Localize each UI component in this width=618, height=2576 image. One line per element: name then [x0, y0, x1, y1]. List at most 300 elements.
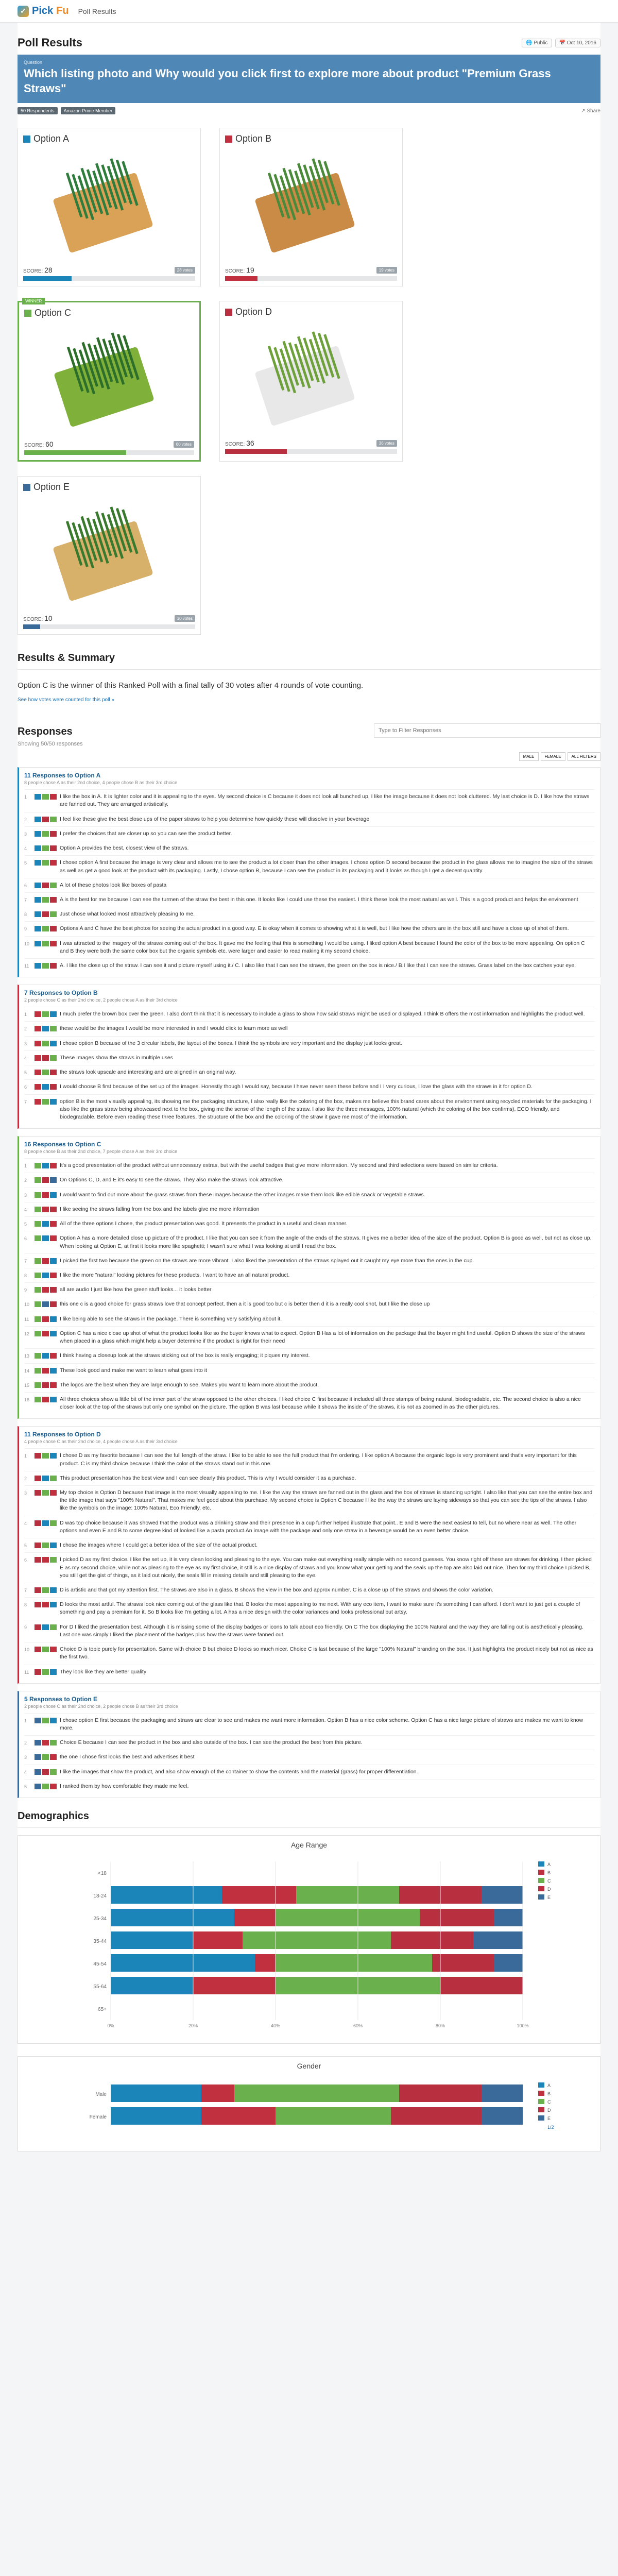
rank-swatches	[35, 1717, 57, 1732]
rank-swatch	[50, 1624, 57, 1630]
bar-segment-a	[111, 2107, 201, 2125]
rank-swatch	[35, 1099, 41, 1105]
rank-swatch	[50, 1382, 57, 1388]
rank-swatch	[42, 1055, 49, 1061]
response-groups	[18, 767, 600, 1798]
response-row	[24, 1202, 595, 1216]
option-label: Option C	[35, 308, 72, 318]
votes-pill: 28 votes	[175, 267, 195, 274]
response-row	[24, 907, 595, 921]
score-bar-fill	[225, 276, 258, 281]
legend-label: B	[547, 2091, 551, 2097]
rank-swatch	[35, 1273, 41, 1278]
option-card-b[interactable]	[219, 128, 403, 286]
rank-swatch	[50, 845, 57, 851]
response-number: 7	[24, 897, 27, 903]
response-number: 6	[24, 1084, 27, 1090]
rank-swatch	[50, 1587, 57, 1593]
option-image[interactable]	[23, 497, 195, 609]
rank-swatch	[42, 911, 49, 917]
rank-swatch	[50, 817, 57, 822]
response-number: 6	[24, 883, 27, 888]
bar-segment-b	[255, 1954, 276, 1972]
response-number: 4	[24, 846, 27, 852]
legend-label: D	[547, 1887, 551, 1892]
rank-swatches	[35, 1272, 57, 1279]
bar-segment-a	[111, 1886, 222, 1904]
rank-swatch	[35, 794, 41, 800]
rank-swatch	[42, 860, 49, 866]
response-row	[24, 936, 595, 958]
response-row	[24, 1021, 595, 1036]
score-value: 10	[44, 614, 53, 623]
rank-swatches	[35, 844, 57, 852]
rank-swatches	[35, 1330, 57, 1345]
category-label: 25-34	[93, 1916, 107, 1922]
response-text: D looks the most artful. The straws look nice coming out of the glass like that. B looks the most appealing to me next. With any eco item, I want to make sure it's something I can afford. I don't want to just get a couple of something and pay a premium for it. So B looks like I'm getting a lot. A has a nice design with the color variances and looks professional but artsy.	[60, 1601, 580, 1616]
rank-swatches	[35, 816, 57, 823]
rank-swatch	[35, 1316, 41, 1322]
bar-segment-d	[432, 1954, 494, 1972]
age-chart-title: Age Range	[290, 1841, 328, 1850]
response-text: Choice E because I can see the product in the box and also outside of the box. I can see the product the best from this picture.	[60, 1739, 363, 1746]
response-number: 7	[24, 1099, 27, 1105]
rank-swatch	[50, 1740, 57, 1745]
response-text: I like the images that show the product, and also show enough of the container to show the contents and the material (grass) for proper differentiation.	[60, 1768, 418, 1775]
response-group-a	[18, 767, 600, 977]
question-text: Which listing photo and Why would you click first to explore more about product "Premium Grass Straws"	[24, 67, 551, 95]
legend-swatch	[538, 1870, 544, 1875]
response-text: I would choose B first because of the set up of the images. Honestly though I would say, because I have never seen these before and I I very curious, I love the glass with the straws in it for option D.	[60, 1083, 533, 1090]
top-navbar	[0, 0, 618, 23]
winner-flag: WINNER	[22, 298, 45, 304]
response-number: 4	[24, 1769, 27, 1775]
response-row	[24, 1471, 595, 1485]
response-text: Option A provides the best, closest view of the straws.	[60, 845, 189, 852]
option-image[interactable]	[23, 148, 195, 261]
rank-swatches	[35, 1286, 57, 1294]
rank-swatch	[35, 860, 41, 866]
privacy-chip: 🌐 Public	[522, 39, 552, 47]
score-bar-fill	[23, 276, 72, 281]
response-text: I chose option A first because the image is very clear and allows me to see the product a lot closer than the other images. I chose option D second because the product in the glass allows me to imagine the size of the straws as well as get a good look at the product with its packaging. Lastly, I chose option B, because I can see the product in its packaging and it looks as though I get a decent quantity.	[60, 859, 593, 874]
response-row	[24, 1158, 595, 1173]
response-text: I like the box in A. It is lighter color and it is appealing to the eyes. My second choice is C because it does not look all bunched up, I like the image because it does not look cluttered. My last choice is D. I like how the straws are fanned out. They are arranged artistically.	[60, 793, 590, 808]
option-color-swatch	[24, 310, 31, 317]
response-number: 6	[24, 1236, 27, 1242]
response-text: Option A has a more detailed close up picture of the product. I like that you can see it from the angle of the ends of the straws. It gives me a better idea of the size of the product. Option B is good as well, but not as close up. When looking at Option E, at first it looks more like spaghetti; I wasn't sure what I was looking at until I read the box.	[60, 1235, 592, 1249]
response-row	[24, 1750, 595, 1764]
score-value: 60	[45, 440, 54, 449]
bar-segment-c	[234, 2084, 399, 2102]
response-row	[24, 1231, 595, 1253]
rank-swatch	[42, 1587, 49, 1593]
rank-swatch	[35, 1258, 41, 1264]
category-label: <18	[98, 1871, 107, 1877]
rank-swatches	[35, 1556, 57, 1580]
response-row	[24, 1642, 595, 1664]
rank-swatches	[35, 1519, 57, 1535]
rank-swatch	[50, 1368, 57, 1374]
rank-swatches	[35, 1646, 57, 1661]
rank-swatch	[50, 1476, 57, 1481]
bar-segment-d	[440, 1977, 523, 1994]
response-row	[24, 1538, 595, 1552]
rank-swatches	[35, 1220, 57, 1228]
group-subtitle: 8 people chose B as their 2nd choice, 7 people chose A as their 3rd choice	[24, 1149, 178, 1155]
response-filter-input[interactable]	[374, 723, 600, 738]
response-text: I chose option B because of the 3 circular labels, the layout of the boxes. I think the symbols are very important and the display just looks great.	[60, 1040, 402, 1046]
rank-swatch	[42, 1718, 49, 1723]
rank-swatch	[50, 1397, 57, 1402]
legend-swatch	[538, 1886, 544, 1891]
rank-swatch	[35, 1669, 41, 1675]
legend-label: A	[547, 1862, 551, 1868]
group-title: 11 Responses to Option D	[24, 1431, 101, 1438]
response-text: all are audio I just like how the green stuff looks... it looks better	[60, 1286, 212, 1293]
bar-segment-b	[201, 2084, 234, 2102]
rank-swatch	[42, 1669, 49, 1675]
rank-swatch	[35, 1221, 41, 1227]
rank-swatch	[42, 1177, 49, 1183]
x-tick-label: 60%	[353, 2023, 363, 2029]
gender-chart	[18, 2056, 600, 2151]
option-color-swatch	[225, 135, 232, 143]
rank-swatch	[35, 1207, 41, 1212]
response-row	[24, 1348, 595, 1363]
rank-swatch	[35, 1647, 41, 1652]
female-filter-button[interactable]: FEMALE	[541, 752, 565, 761]
rank-swatches	[35, 1601, 57, 1616]
response-number: 13	[24, 1353, 30, 1359]
response-group-b	[18, 985, 600, 1129]
response-text: I think having a closeup look at the straws sticking out of the box is really engaging; it piques my interest.	[60, 1352, 310, 1359]
male-filter-button[interactable]: MALE	[519, 752, 539, 761]
group-title: 11 Responses to Option A	[24, 772, 101, 779]
rank-swatch	[42, 1011, 49, 1017]
rank-swatch	[50, 1070, 57, 1075]
rank-swatch	[35, 1368, 41, 1374]
option-image[interactable]	[24, 323, 194, 435]
x-tick-label: 80%	[435, 2023, 445, 2029]
bar-segment-c	[276, 2107, 391, 2125]
response-number: 4	[24, 1207, 27, 1212]
response-text: These Images show the straws in multiple uses	[60, 1054, 174, 1061]
response-number: 2	[24, 1476, 27, 1481]
rank-swatch	[35, 1557, 41, 1563]
rank-swatches	[35, 1753, 57, 1761]
page-title: Poll Results	[18, 36, 82, 49]
response-text: A. I like the close up of the straw. I can see it and picture myself using it./ C. I also like that I can see the straws, the green on the box is nice./ B.I like that I can see the straws. Grass label on the box catches your eye.	[60, 962, 576, 969]
bar-segment-a	[111, 2084, 201, 2102]
response-number: 11	[24, 963, 29, 969]
response-text: I chose option E first because the packaging and straws are clear to see and makes me want more information. Option B has a nice color scheme. Option C has a nice large picture of straws and makes me want to know more.	[60, 1717, 583, 1731]
rank-swatches	[35, 896, 57, 904]
score-bar	[24, 450, 194, 455]
response-row	[24, 1516, 595, 1538]
response-text: All three choices show a little bit of the inner part of the straw opposed to the other choices. I liked choice C first because it included all three stamps of being natural, biodegradable, etc. The second choice is also a nice closer look at the top of the straws but only one symbol on the picture. The option B was last because while it shows the inside of the straws, it is not as zoomed in as the other pictures.	[60, 1396, 581, 1411]
rank-swatch	[42, 1490, 49, 1496]
rank-swatch	[50, 1026, 57, 1031]
response-number: 16	[24, 1397, 30, 1402]
summary-title: Results & Summary	[18, 647, 600, 670]
response-row	[24, 1268, 595, 1282]
age-chart	[18, 1835, 600, 2044]
rank-swatch	[42, 1368, 49, 1374]
response-text: these would be the images I would be more interested in and I would click to learn more as well	[60, 1025, 288, 1032]
response-number: 6	[24, 1557, 27, 1563]
product-image	[225, 321, 397, 434]
score-label: SCORE:	[225, 442, 245, 448]
option-image[interactable]	[225, 148, 397, 261]
response-number: 9	[24, 926, 27, 932]
group-title: 5 Responses to Option E	[24, 1695, 98, 1703]
option-card-a[interactable]	[18, 128, 201, 286]
rank-swatch	[35, 897, 41, 903]
rank-swatch	[50, 1221, 57, 1227]
product-image	[23, 148, 195, 261]
score-bar	[23, 276, 195, 281]
response-number: 8	[24, 1602, 27, 1608]
rank-swatch	[35, 963, 41, 969]
rank-swatch	[50, 1353, 57, 1359]
score-value: 28	[44, 266, 53, 275]
bar-segment-d	[420, 1909, 494, 1926]
response-number: 9	[24, 1287, 27, 1293]
rank-swatch	[42, 794, 49, 800]
response-row	[24, 1253, 595, 1268]
response-number: 2	[24, 817, 27, 822]
rank-swatch	[42, 1382, 49, 1388]
response-text: This product presentation has the best view and I can see clearly this product. This is why I would consider it as a purchase.	[60, 1475, 356, 1481]
rank-swatch	[35, 1476, 41, 1481]
rank-swatches	[35, 1191, 57, 1199]
response-row	[24, 1312, 595, 1326]
rank-swatch	[42, 1287, 49, 1293]
rank-swatch	[50, 1769, 57, 1775]
response-number: 3	[24, 1041, 27, 1046]
rank-swatch	[42, 1520, 49, 1526]
category-label: Male	[95, 2092, 107, 2098]
option-image[interactable]	[225, 321, 397, 434]
product-image	[225, 148, 397, 261]
rank-swatch	[42, 1207, 49, 1212]
bar-segment-d	[399, 2084, 482, 2102]
response-number: 2	[24, 1178, 27, 1183]
response-text: These look good and make me want to learn what goes into it	[60, 1367, 208, 1374]
age-chart-svg	[18, 1851, 600, 2037]
share-link[interactable]: ↗ Share	[581, 108, 600, 114]
rank-swatches	[35, 1623, 57, 1639]
rank-swatch	[42, 817, 49, 822]
rank-swatch	[35, 1055, 41, 1061]
rank-swatch	[35, 1192, 41, 1198]
rank-swatch	[50, 1490, 57, 1496]
bar-segment-d	[391, 2107, 482, 2125]
rank-swatch	[35, 845, 41, 851]
brand-pick: Pick	[32, 5, 54, 16]
score-value: 36	[246, 439, 254, 448]
rank-swatch	[42, 1099, 49, 1105]
response-row	[24, 1065, 595, 1079]
bar-segment-e	[494, 1954, 523, 1972]
response-text: I would want to find out more about the grass straws from these images because the other images make them look like edible snack or vegetable straws.	[60, 1191, 425, 1198]
response-text: I much prefer the brown box over the green. I also don't think that it is necessary to include a glass to show how said straws might be used or displayed. I think B offers the most information and highlights the product well.	[60, 1011, 585, 1018]
response-text: On Options C, D, and E it's easy to see the straws. They also make the straws look attractive.	[60, 1177, 284, 1183]
question-label: Question	[24, 60, 43, 65]
response-text: I was attracted to the imagery of the straws coming out of the box. It gave me the feeling that this is something I would be using. I liked option A best because I found the color of the box to be more appealing. On option C and B they were both the same color box but the organic symbols etc. were larger and easier to read making it my second choice.	[60, 940, 585, 954]
response-row	[24, 841, 595, 855]
pickfu-logo[interactable]	[18, 5, 69, 17]
bar-segment-b	[201, 2107, 276, 2125]
rank-swatches	[35, 882, 57, 889]
rank-swatch	[35, 926, 41, 931]
logo-icon: ✓	[18, 6, 29, 17]
rank-swatches	[35, 1025, 57, 1032]
rank-swatch	[50, 1316, 57, 1322]
rank-swatch	[35, 1453, 41, 1459]
rank-swatch	[50, 1520, 57, 1526]
response-row	[24, 921, 595, 936]
bar-segment-b	[234, 1909, 276, 1926]
category-label: 55-64	[93, 1984, 107, 1990]
bar-segment-a	[111, 1954, 255, 1972]
response-text: The logos are the best when they are large enough to see. Makes you want to learn more about the product.	[60, 1381, 319, 1388]
rank-swatch	[42, 1235, 49, 1241]
bar-segment-e	[482, 2084, 523, 2102]
rank-swatch	[42, 941, 49, 946]
legend-label: E	[547, 1895, 551, 1901]
rank-swatch	[42, 1784, 49, 1789]
bar-segment-e	[482, 1886, 523, 1904]
option-label: Option D	[235, 307, 272, 317]
rank-swatches	[35, 1010, 57, 1018]
response-number: 11	[24, 1316, 29, 1322]
response-number: 8	[24, 912, 27, 918]
rank-swatch	[35, 941, 41, 946]
response-number: 1	[24, 1163, 27, 1169]
rank-swatch	[42, 1754, 49, 1760]
response-row	[24, 1094, 595, 1125]
response-text: Just chose what looked most attractively pleasing to me.	[60, 911, 195, 918]
gender-chart-svg	[18, 2072, 600, 2144]
score-bar	[225, 449, 397, 454]
rank-swatch	[50, 1192, 57, 1198]
rank-swatch	[35, 1301, 41, 1307]
bar-segment-e	[482, 2107, 523, 2125]
option-card-c[interactable]	[18, 301, 201, 462]
legend-swatch	[538, 1878, 544, 1883]
all-filters-button[interactable]: ALL FILTERS	[568, 752, 600, 761]
rank-swatch	[50, 1287, 57, 1293]
bar-segment-c	[276, 1909, 420, 1926]
rank-swatch	[35, 911, 41, 917]
option-color-swatch	[225, 309, 232, 316]
vote-count-link[interactable]: See how votes were counted for this poll »	[18, 697, 114, 703]
response-text: I like seeing the straws falling from the box and the labels give me more information	[60, 1206, 260, 1212]
rank-swatch	[42, 1316, 49, 1322]
rank-swatch	[50, 911, 57, 917]
rank-swatches	[35, 1489, 57, 1513]
rank-swatches	[35, 1739, 57, 1747]
rank-swatches	[35, 1040, 57, 1047]
response-number: 15	[24, 1382, 30, 1388]
legend-label: C	[547, 2099, 551, 2105]
rank-swatch	[35, 831, 41, 837]
date-chip: 📅 Oct 10, 2016	[555, 39, 601, 47]
option-card-d[interactable]	[219, 301, 403, 462]
bar-segment-a	[111, 1977, 193, 1994]
response-text: I picked the first two because the green on the straws are more vibrant. I also liked the presentation of the straws splayed out it caught my eye more than the ones in the cup.	[60, 1257, 474, 1264]
bar-segment-e	[473, 1931, 523, 1949]
response-text: Option C has a nice close up shot of what the product looks like so the buyer knows what to expect. Option B Has a lot of information on the package that the buyer might find useful. Option D shows the size of the straws when placed in a glass which might help a buyer determine if the product is right for their need	[60, 1330, 585, 1345]
rank-swatch	[50, 1041, 57, 1046]
option-card-e[interactable]	[18, 476, 201, 635]
votes-pill: 10 votes	[175, 615, 195, 622]
rank-swatches	[35, 1257, 57, 1265]
score-bar-fill	[23, 624, 40, 629]
category-label: 65+	[98, 2007, 107, 2013]
legend-pager[interactable]: 1/2	[547, 2125, 554, 2130]
rank-swatch	[42, 1397, 49, 1402]
rank-swatch	[50, 1754, 57, 1760]
rank-swatch	[42, 897, 49, 903]
response-text: the one I chose first looks the best and advertises it best	[60, 1754, 195, 1760]
rank-swatch	[50, 1011, 57, 1017]
votes-pill: 36 votes	[376, 440, 397, 447]
response-row	[24, 1583, 595, 1597]
legend-label: D	[547, 2108, 551, 2113]
bar-segment-e	[494, 1909, 523, 1926]
legend-label: C	[547, 1878, 551, 1884]
rank-swatch	[35, 883, 41, 888]
response-text: All of the three options I chose, the product presentation was good. It presents the product in a useful and clean manner.	[60, 1221, 348, 1227]
score-bar	[225, 276, 397, 281]
response-row	[24, 1597, 595, 1619]
response-row	[24, 1713, 595, 1735]
rank-swatch	[35, 817, 41, 822]
x-tick-label: 40%	[270, 2023, 281, 2029]
option-color-swatch	[23, 135, 30, 143]
rank-swatch	[35, 1624, 41, 1630]
rank-swatch	[35, 1041, 41, 1046]
rank-swatch	[42, 831, 49, 837]
rank-swatch	[42, 1258, 49, 1264]
rank-swatches	[35, 1783, 57, 1790]
response-text: option B is the most visually appealing, its showing me the packaging structure, I also really like the coloring of the box, makes me believe this brand cares about the environment using recycled materials for the packaging. I also like the grass straw being showcased next to the box, giving me the sense of the length of the straw. I also like the three messages, 100% natural (which the coloring of the box confirms), ECO friendly, and biodegradable. Before even reading these three features, the structure of the box and the coloring of the straw it gave me most of the information.	[60, 1098, 592, 1120]
rank-swatch	[35, 1070, 41, 1075]
response-text: A lot of these photos look like boxes of pasta	[60, 882, 167, 888]
rank-swatches	[35, 1069, 57, 1076]
response-text: I ranked them by how comfortable they made me feel.	[60, 1783, 189, 1789]
group-title: 16 Responses to Option C	[24, 1141, 101, 1148]
response-number: 2	[24, 1740, 27, 1746]
bar-segment-c	[296, 1886, 399, 1904]
rank-swatches	[35, 1352, 57, 1360]
rank-swatch	[35, 1602, 41, 1607]
rank-swatch	[42, 1026, 49, 1031]
rank-swatch	[50, 1099, 57, 1105]
rank-swatch	[35, 1235, 41, 1241]
response-row	[24, 892, 595, 907]
category-label: Female	[89, 2114, 107, 2121]
response-number: 5	[24, 1784, 27, 1789]
rank-swatches	[35, 1098, 57, 1122]
legend-label: E	[547, 2116, 551, 2122]
response-text: Choice D is topic purely for presentation. Same with choice B but choice D looks so much nicer. Choice C is last because of the large "100% Natural" branding on the box. It just highlights the product nicely but not as nice as the first two.	[60, 1646, 593, 1660]
response-text: For D I liked the presentation best. Although it is missing some of the display badges or icons to talk about eco friendly. On C The box displaying the 100% Natural and the way they are falling out is aesthetically pleasing. Last one was simply I liked the placement of the badges plus how the straws were fanned out.	[60, 1623, 583, 1638]
option-label: Option A	[33, 133, 70, 144]
